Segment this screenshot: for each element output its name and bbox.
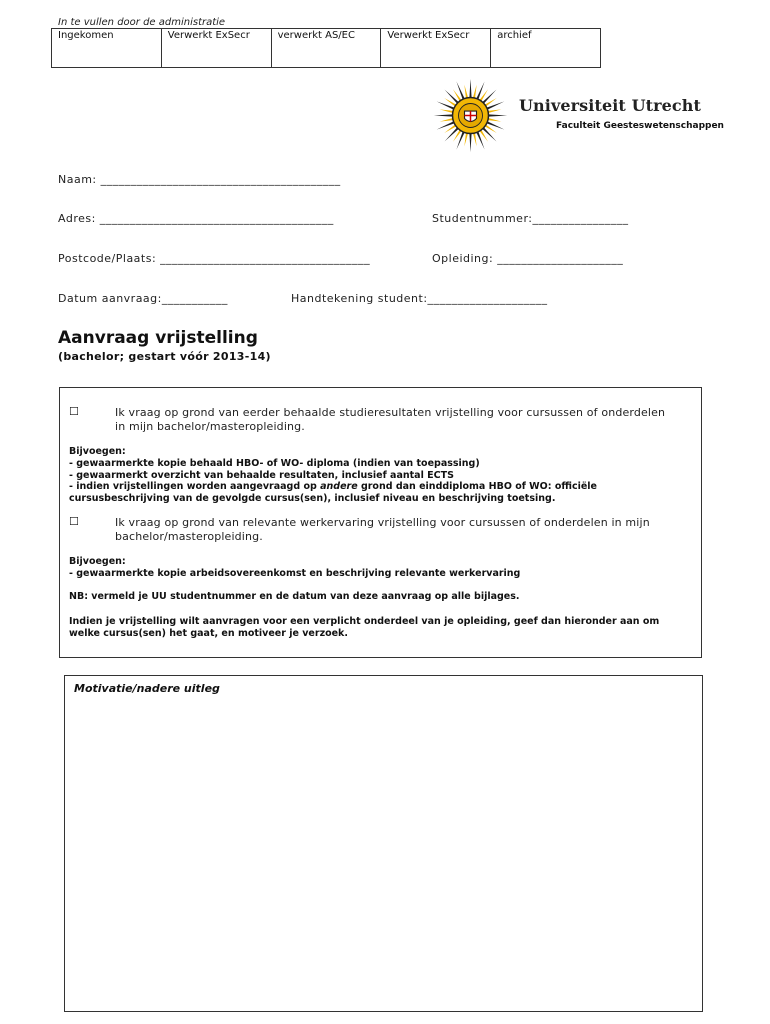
sun-ray	[440, 118, 453, 122]
adres-field[interactable]: Adres: _______________________________________	[58, 212, 334, 225]
option-experience-line2: bachelor/masteropleiding.	[115, 530, 263, 543]
handtekening-field[interactable]: Handtekening student:____________________	[291, 292, 548, 305]
request-options-box	[59, 387, 702, 658]
university-name: Universiteit Utrecht	[519, 96, 701, 115]
admin-cell-verwerkt-as-ec[interactable]: verwerkt AS/EC	[271, 29, 381, 68]
option-results-line1: Ik vraag op grond van eerder behaalde studieresultaten vrijstelling voor cursussen of onderdelen	[115, 406, 666, 419]
studentnummer-field[interactable]: Studentnummer:________________	[432, 212, 629, 225]
option-work-experience-checkbox[interactable]: ☐	[69, 515, 79, 528]
page-title: Aanvraag vrijstelling	[58, 328, 258, 348]
admin-cell-verwerkt-exsecr[interactable]: Verwerkt ExSecr	[161, 29, 271, 68]
option-experience-text	[115, 516, 650, 544]
attachment-text: grond dan einddiploma HBO of WO: officiële	[357, 481, 597, 493]
admin-cell-archief[interactable]: archief	[491, 29, 601, 68]
instruction-line2: welke cursus(sen) het gaat, en motiveer je verzoek.	[69, 627, 348, 639]
attachment-item: cursusbeschrijving van de gevolgde cursus(sen), inclusief niveau en beschrijving toetsing.	[69, 493, 556, 505]
faculty-name: Faculteit Geesteswetenschappen	[556, 121, 724, 131]
sun-ray	[473, 85, 477, 98]
sun-ray	[469, 79, 471, 98]
sun-ray	[445, 90, 459, 104]
sun-ray	[464, 85, 468, 98]
sun-ray	[488, 109, 501, 113]
sun-ray	[469, 133, 471, 152]
postcode-plaats-field[interactable]: Postcode/Plaats: ___________________________________	[58, 252, 371, 265]
page-subtitle: (bachelor; gestart vóór 2013-14)	[58, 350, 271, 363]
attachments-title: Bijvoegen:	[69, 556, 126, 567]
sun-ray	[464, 133, 468, 146]
instruction-line1: Indien je vrijstelling wilt aanvragen voor een verplicht onderdeel van je opleiding, geef dan hieronder aan om	[69, 616, 660, 627]
option-work-results-checkbox[interactable]: ☐	[69, 405, 79, 418]
sun-ray	[440, 109, 453, 113]
sun-ray	[488, 114, 507, 116]
admin-caption: In te vullen door de administratie	[58, 17, 226, 28]
motivation-box[interactable]	[64, 675, 703, 1012]
admin-cell-ingekomen[interactable]: Ingekomen	[52, 29, 162, 68]
option-results-attachments	[69, 446, 597, 505]
opleiding-field[interactable]: Opleiding: _____________________	[432, 252, 624, 265]
attachment-text: - indien vrijstellingen worden aangevraagd op	[69, 481, 321, 493]
sun-logo-icon	[433, 78, 508, 153]
option-experience-attachments	[69, 556, 520, 580]
option-results-text	[115, 406, 665, 434]
attachments-title: Bijvoegen:	[69, 446, 126, 457]
admin-table	[51, 28, 601, 68]
option-experience-line1: Ik vraag op grond van relevante werkervaring vrijstelling voor cursussen of onderdelen in mijn	[115, 516, 650, 529]
sun-ray	[482, 90, 496, 104]
sun-ray	[488, 118, 501, 122]
sun-ray	[445, 127, 459, 141]
attachment-item: - gewaarmerkt overzicht van behaalde resultaten, inclusief aantal ECTS	[69, 469, 454, 481]
sun-ray	[482, 127, 496, 141]
motivation-label: Motivatie/nadere uitleg	[74, 682, 220, 695]
attachment-item: - gewaarmerkte kopie arbeidsovereenkomst en beschrijving relevante werkervaring	[69, 567, 521, 579]
sun-ray	[473, 133, 477, 146]
option-results-line2: in mijn bachelor/masteropleiding.	[115, 420, 305, 433]
admin-cell-verwerkt-exsecr-2[interactable]: Verwerkt ExSecr	[381, 29, 491, 68]
instruction-note	[69, 616, 659, 640]
attachment-item: - gewaarmerkte kopie behaald HBO- of WO- diploma (indien van toepassing)	[69, 457, 480, 469]
attachment-item	[69, 481, 597, 493]
attachment-emphasis: andere	[320, 481, 358, 493]
naam-field[interactable]: Naam: ________________________________________	[58, 173, 341, 186]
sun-ray	[434, 114, 453, 116]
datum-aanvraag-field[interactable]: Datum aanvraag:___________	[58, 292, 228, 305]
nb-note: NB: vermeld je UU studentnummer en de datum van deze aanvraag op alle bijlages.	[69, 591, 520, 602]
